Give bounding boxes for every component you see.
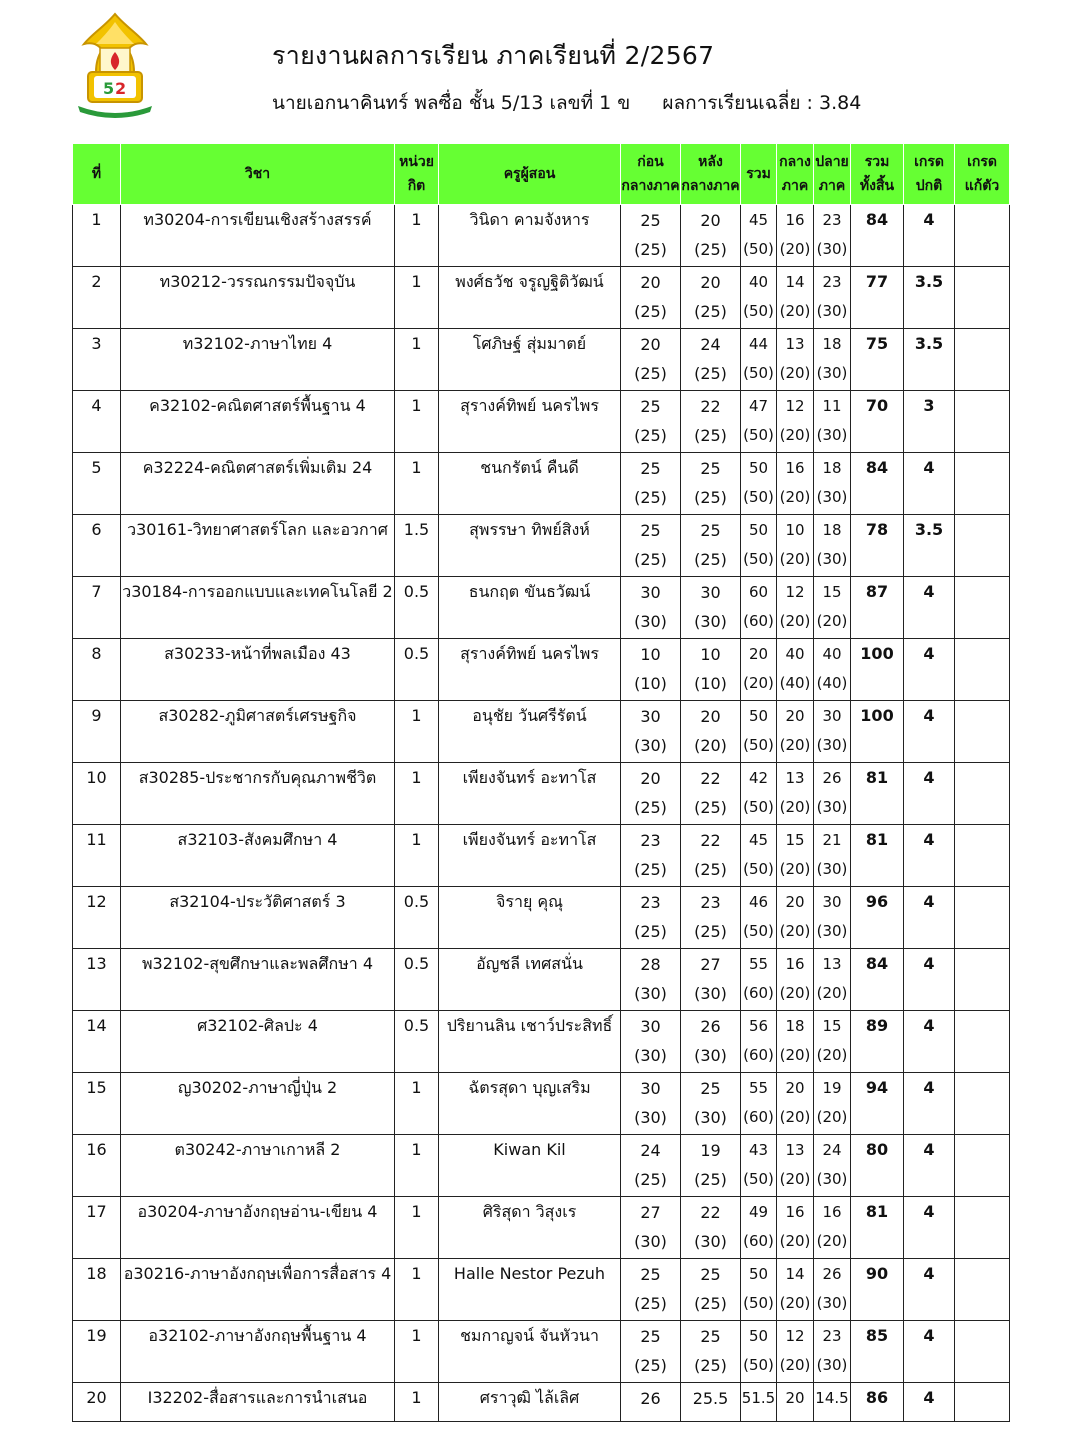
table-row [73,1011,1010,1073]
cell-midterm: 14 (20) [777,1259,814,1321]
cell-grade: 4 [904,825,955,887]
cell-teacher: เพียงจันทร์ อะทาโส [439,825,621,887]
cell-sum: 44 (50) [741,329,777,391]
cell-total: 77 [851,267,904,329]
cell-midterm: 18 (20) [777,1011,814,1073]
cell-teacher: ฉัตรสุดา บุญเสริม [439,1073,621,1135]
cell-teacher: จิรายุ คุณุ [439,887,621,949]
cell-subject: อ32102-ภาษาอังกฤษพื้นฐาน 4 [121,1321,395,1383]
col-after-mid: หลัง กลางภาค [681,144,741,205]
cell-final: 16 (20) [814,1197,851,1259]
cell-total: 87 [851,577,904,639]
cell-regrade [955,825,1010,887]
cell-total: 84 [851,453,904,515]
cell-credit: 0.5 [395,949,439,1011]
cell-sum: 50 (50) [741,453,777,515]
cell-credit: 1 [395,1135,439,1197]
cell-teacher: อัญชลี เทศสนั่น [439,949,621,1011]
cell-midterm: 16 (20) [777,205,814,267]
cell-midterm: 15 (20) [777,825,814,887]
cell-regrade [955,887,1010,949]
cell-subject: ค32224-คณิตศาสตร์เพิ่มเติม 24 [121,453,395,515]
cell-grade: 4 [904,1073,955,1135]
cell-final: 19 (20) [814,1073,851,1135]
cell-sum: 56 (60) [741,1011,777,1073]
cell-subject: ท32102-ภาษาไทย 4 [121,329,395,391]
cell-after-mid: 25 (25) [681,1259,741,1321]
svg-text:2: 2 [115,79,127,98]
cell-total: 75 [851,329,904,391]
cell-final: 18 (30) [814,453,851,515]
cell-sum: 20 (20) [741,639,777,701]
cell-final: 18 (30) [814,515,851,577]
cell-total: 80 [851,1135,904,1197]
cell-teacher: ชมกาญจน์ จันหัวนา [439,1321,621,1383]
table-row [73,1073,1010,1135]
cell-subject: ญ30202-ภาษาญี่ปุ่น 2 [121,1073,395,1135]
col-before-mid: ก่อน กลางภาค [621,144,681,205]
cell-midterm: 20 (20) [777,887,814,949]
cell-no: 17 [73,1197,121,1259]
cell-subject: ท30212-วรรณกรรมปัจจุบัน [121,267,395,329]
cell-regrade [955,1073,1010,1135]
cell-no: 3 [73,329,121,391]
cell-grade: 4 [904,949,955,1011]
cell-grade: 3.5 [904,267,955,329]
cell-no: 10 [73,763,121,825]
col-final: ปลาย ภาค [814,144,851,205]
cell-grade: 4 [904,1135,955,1197]
cell-credit: 1 [395,763,439,825]
cell-subject: ส30282-ภูมิศาสตร์เศรษฐกิจ [121,701,395,763]
cell-before-mid: 25 (25) [621,391,681,453]
cell-subject: ต30242-ภาษาเกาหลี 2 [121,1135,395,1197]
grades-table [72,143,1010,1422]
cell-final: 13 (20) [814,949,851,1011]
school-logo [72,8,158,120]
cell-midterm: 40 (40) [777,639,814,701]
cell-grade: 3.5 [904,329,955,391]
cell-regrade [955,1383,1010,1422]
cell-midterm: 14 (20) [777,267,814,329]
cell-before-mid: 25 (25) [621,1321,681,1383]
cell-sum: 50 (50) [741,701,777,763]
cell-no: 13 [73,949,121,1011]
cell-teacher: พงศ์ธวัช จรูญฐิติวัฒน์ [439,267,621,329]
cell-no: 5 [73,453,121,515]
cell-grade: 4 [904,701,955,763]
cell-regrade [955,329,1010,391]
table-row [73,1321,1010,1383]
cell-before-mid: 20 (25) [621,267,681,329]
cell-before-mid: 28 (30) [621,949,681,1011]
cell-before-mid: 27 (30) [621,1197,681,1259]
table-row [73,1383,1010,1422]
cell-subject: อ30216-ภาษาอังกฤษเพื่อการสื่อสาร 4 [121,1259,395,1321]
cell-after-mid: 27 (30) [681,949,741,1011]
cell-no: 14 [73,1011,121,1073]
cell-sum: 49 (60) [741,1197,777,1259]
cell-before-mid: 30 (30) [621,1073,681,1135]
cell-regrade [955,577,1010,639]
cell-regrade [955,1197,1010,1259]
cell-grade: 4 [904,763,955,825]
cell-sum: 60 (60) [741,577,777,639]
cell-midterm: 16 (20) [777,949,814,1011]
cell-total: 100 [851,639,904,701]
cell-final: 30 (30) [814,701,851,763]
cell-final: 23 (30) [814,1321,851,1383]
cell-before-mid: 30 (30) [621,701,681,763]
table-row [73,329,1010,391]
cell-sum: 45 (50) [741,205,777,267]
cell-before-mid: 26 [621,1383,681,1422]
cell-regrade [955,391,1010,453]
cell-before-mid: 25 (25) [621,453,681,515]
col-total: รวม ทั้งสิ้น [851,144,904,205]
cell-subject: ท30204-การเขียนเชิงสร้างสรรค์ [121,205,395,267]
cell-total: 96 [851,887,904,949]
cell-after-mid: 19 (25) [681,1135,741,1197]
cell-after-mid: 25 (25) [681,1321,741,1383]
cell-before-mid: 23 (25) [621,825,681,887]
cell-credit: 1 [395,453,439,515]
cell-final: 24 (30) [814,1135,851,1197]
cell-subject: ศ32102-ศิลปะ 4 [121,1011,395,1073]
cell-no: 9 [73,701,121,763]
cell-regrade [955,1135,1010,1197]
cell-final: 14.5 [814,1383,851,1422]
cell-total: 81 [851,763,904,825]
cell-subject: พ32102-สุขศึกษาและพลศึกษา 4 [121,949,395,1011]
cell-credit: 1 [395,1073,439,1135]
cell-sum: 55 (60) [741,949,777,1011]
cell-grade: 4 [904,1259,955,1321]
cell-teacher: ศราวุฒิ ไล้เลิศ [439,1383,621,1422]
cell-total: 81 [851,825,904,887]
cell-sum: 50 (50) [741,1259,777,1321]
cell-grade: 4 [904,453,955,515]
cell-regrade [955,949,1010,1011]
cell-before-mid: 23 (25) [621,887,681,949]
cell-credit: 0.5 [395,639,439,701]
cell-credit: 1 [395,825,439,887]
cell-credit: 1 [395,1259,439,1321]
cell-midterm: 13 (20) [777,1135,814,1197]
cell-midterm: 16 (20) [777,1197,814,1259]
cell-final: 18 (30) [814,329,851,391]
cell-after-mid: 25 (25) [681,515,741,577]
cell-sum: 50 (50) [741,1321,777,1383]
cell-regrade [955,267,1010,329]
cell-teacher: ปริยานลิน เชาว์ประสิทธิ์ [439,1011,621,1073]
cell-subject: ว30184-การออกแบบและเทคโนโลยี 2 [121,577,395,639]
cell-no: 4 [73,391,121,453]
cell-total: 84 [851,949,904,1011]
cell-total: 94 [851,1073,904,1135]
student-info: นายเอกนาคินทร์ พลซื่อ ชั้น 5/13 เลขที่ 1 ข [272,92,631,114]
cell-credit: 1 [395,1383,439,1422]
cell-subject: ค32102-คณิตศาสตร์พื้นฐาน 4 [121,391,395,453]
table-row [73,1197,1010,1259]
cell-midterm: 16 (20) [777,453,814,515]
cell-after-mid: 10 (10) [681,639,741,701]
cell-teacher: Kiwan Kil [439,1135,621,1197]
cell-teacher: สุรางค์ทิพย์ นครไพร [439,391,621,453]
cell-no: 8 [73,639,121,701]
cell-teacher: ศิริสุดา วิสุงเร [439,1197,621,1259]
cell-before-mid: 30 (30) [621,1011,681,1073]
cell-after-mid: 20 (25) [681,267,741,329]
cell-no: 7 [73,577,121,639]
cell-credit: 1 [395,205,439,267]
report-title: รายงานผลการเรียน ภาคเรียนที่ 2/2567 [272,41,715,70]
cell-before-mid: 20 (25) [621,329,681,391]
cell-final: 15 (20) [814,577,851,639]
cell-grade: 4 [904,887,955,949]
cell-regrade [955,1321,1010,1383]
cell-teacher: สุรางค์ทิพย์ นครไพร [439,639,621,701]
cell-grade: 4 [904,639,955,701]
cell-subject: ส32104-ประวัติศาสตร์ 3 [121,887,395,949]
cell-final: 40 (40) [814,639,851,701]
cell-teacher: ธนกฤต ขันธวัฒน์ [439,577,621,639]
cell-before-mid: 24 (25) [621,1135,681,1197]
cell-teacher: อนุชัย วันศรีรัตน์ [439,701,621,763]
cell-no: 12 [73,887,121,949]
cell-regrade [955,1259,1010,1321]
cell-teacher: ชนกรัตน์ คืนดี [439,453,621,515]
col-subject: วิชา [121,144,395,205]
col-teacher: ครูผู้สอน [439,144,621,205]
cell-before-mid: 20 (25) [621,763,681,825]
cell-grade: 3.5 [904,515,955,577]
table-row [73,1259,1010,1321]
col-no: ที่ [73,144,121,205]
cell-midterm: 12 (20) [777,391,814,453]
cell-sum: 42 (50) [741,763,777,825]
cell-after-mid: 25 (25) [681,453,741,515]
cell-teacher: Halle Nestor Pezuh [439,1259,621,1321]
cell-grade: 4 [904,205,955,267]
cell-final: 26 (30) [814,1259,851,1321]
col-sum: รวม [741,144,777,205]
cell-credit: 1 [395,329,439,391]
cell-after-mid: 26 (30) [681,1011,741,1073]
cell-before-mid: 25 (25) [621,515,681,577]
table-row [73,267,1010,329]
cell-after-mid: 20 (25) [681,205,741,267]
cell-grade: 4 [904,1321,955,1383]
table-row [73,515,1010,577]
cell-credit: 1.5 [395,515,439,577]
cell-sum: 51.5 [741,1383,777,1422]
cell-after-mid: 30 (30) [681,577,741,639]
cell-credit: 1 [395,1197,439,1259]
cell-subject: ส30285-ประชากรกับคุณภาพชีวิต [121,763,395,825]
cell-no: 2 [73,267,121,329]
cell-regrade [955,763,1010,825]
cell-total: 70 [851,391,904,453]
table-row [73,701,1010,763]
cell-sum: 40 (50) [741,267,777,329]
cell-midterm: 12 (20) [777,1321,814,1383]
cell-final: 23 (30) [814,205,851,267]
col-regrade: เกรด แก้ตัว [955,144,1010,205]
cell-credit: 0.5 [395,887,439,949]
cell-midterm: 10 (20) [777,515,814,577]
cell-total: 81 [851,1197,904,1259]
cell-regrade [955,1011,1010,1073]
table-row [73,639,1010,701]
cell-regrade [955,515,1010,577]
col-credit: หน่วย กิต [395,144,439,205]
cell-no: 15 [73,1073,121,1135]
cell-total: 85 [851,1321,904,1383]
cell-grade: 4 [904,1197,955,1259]
cell-after-mid: 20 (20) [681,701,741,763]
cell-no: 18 [73,1259,121,1321]
cell-subject: ว30161-วิทยาศาสตร์โลก และอวกาศ [121,515,395,577]
cell-final: 26 (30) [814,763,851,825]
cell-grade: 3 [904,391,955,453]
cell-after-mid: 25.5 [681,1383,741,1422]
cell-sum: 46 (50) [741,887,777,949]
cell-after-mid: 22 (30) [681,1197,741,1259]
cell-teacher: เพียงจันทร์ อะทาโส [439,763,621,825]
cell-final: 23 (30) [814,267,851,329]
gpa-label: ผลการเรียนเฉลี่ย : 3.84 [662,92,862,114]
cell-after-mid: 24 (25) [681,329,741,391]
cell-credit: 1 [395,701,439,763]
cell-subject: อ30204-ภาษาอังกฤษอ่าน-เขียน 4 [121,1197,395,1259]
cell-regrade [955,453,1010,515]
cell-teacher: วินิดา คามจังหาร [439,205,621,267]
svg-text:5: 5 [103,79,115,98]
cell-no: 1 [73,205,121,267]
table-row [73,825,1010,887]
col-grade: เกรด ปกติ [904,144,955,205]
cell-total: 89 [851,1011,904,1073]
cell-total: 90 [851,1259,904,1321]
cell-credit: 1 [395,1321,439,1383]
cell-midterm: 12 (20) [777,577,814,639]
cell-midterm: 13 (20) [777,329,814,391]
table-row [73,1135,1010,1197]
student-line [272,88,861,118]
col-midterm: กลาง ภาค [777,144,814,205]
cell-teacher: สุพรรษา ทิพย์สิงห์ [439,515,621,577]
cell-grade: 4 [904,1383,955,1422]
table-row [73,577,1010,639]
cell-regrade [955,205,1010,267]
cell-subject: ส32103-สังคมศึกษา 4 [121,825,395,887]
cell-final: 15 (20) [814,1011,851,1073]
table-row [73,949,1010,1011]
cell-final: 30 (30) [814,887,851,949]
cell-total: 100 [851,701,904,763]
cell-subject: ส30233-หน้าที่พลเมือง 43 [121,639,395,701]
cell-total: 78 [851,515,904,577]
cell-no: 20 [73,1383,121,1422]
cell-final: 21 (30) [814,825,851,887]
cell-credit: 0.5 [395,1011,439,1073]
cell-regrade [955,639,1010,701]
cell-before-mid: 25 (25) [621,205,681,267]
cell-sum: 45 (50) [741,825,777,887]
cell-midterm: 20 [777,1383,814,1422]
table-row [73,887,1010,949]
cell-subject: I32202-สื่อสารและการนำเสนอ [121,1383,395,1422]
table-header [73,144,1010,205]
cell-no: 19 [73,1321,121,1383]
table-row [73,453,1010,515]
cell-after-mid: 22 (25) [681,391,741,453]
cell-sum: 43 (50) [741,1135,777,1197]
cell-total: 84 [851,205,904,267]
cell-grade: 4 [904,1011,955,1073]
cell-sum: 55 (60) [741,1073,777,1135]
cell-credit: 1 [395,267,439,329]
table-row [73,763,1010,825]
cell-after-mid: 25 (30) [681,1073,741,1135]
cell-sum: 50 (50) [741,515,777,577]
table-row [73,205,1010,267]
cell-before-mid: 30 (30) [621,577,681,639]
cell-final: 11 (30) [814,391,851,453]
cell-regrade [955,701,1010,763]
cell-no: 6 [73,515,121,577]
cell-credit: 0.5 [395,577,439,639]
cell-no: 11 [73,825,121,887]
cell-before-mid: 10 (10) [621,639,681,701]
cell-after-mid: 23 (25) [681,887,741,949]
cell-sum: 47 (50) [741,391,777,453]
cell-credit: 1 [395,391,439,453]
cell-midterm: 13 (20) [777,763,814,825]
cell-no: 16 [73,1135,121,1197]
cell-midterm: 20 (20) [777,701,814,763]
cell-before-mid: 25 (25) [621,1259,681,1321]
table-row [73,391,1010,453]
cell-midterm: 20 (20) [777,1073,814,1135]
cell-after-mid: 22 (25) [681,825,741,887]
cell-total: 86 [851,1383,904,1422]
cell-grade: 4 [904,577,955,639]
cell-after-mid: 22 (25) [681,763,741,825]
cell-teacher: โศภิษฐ์ สุ่มมาตย์ [439,329,621,391]
